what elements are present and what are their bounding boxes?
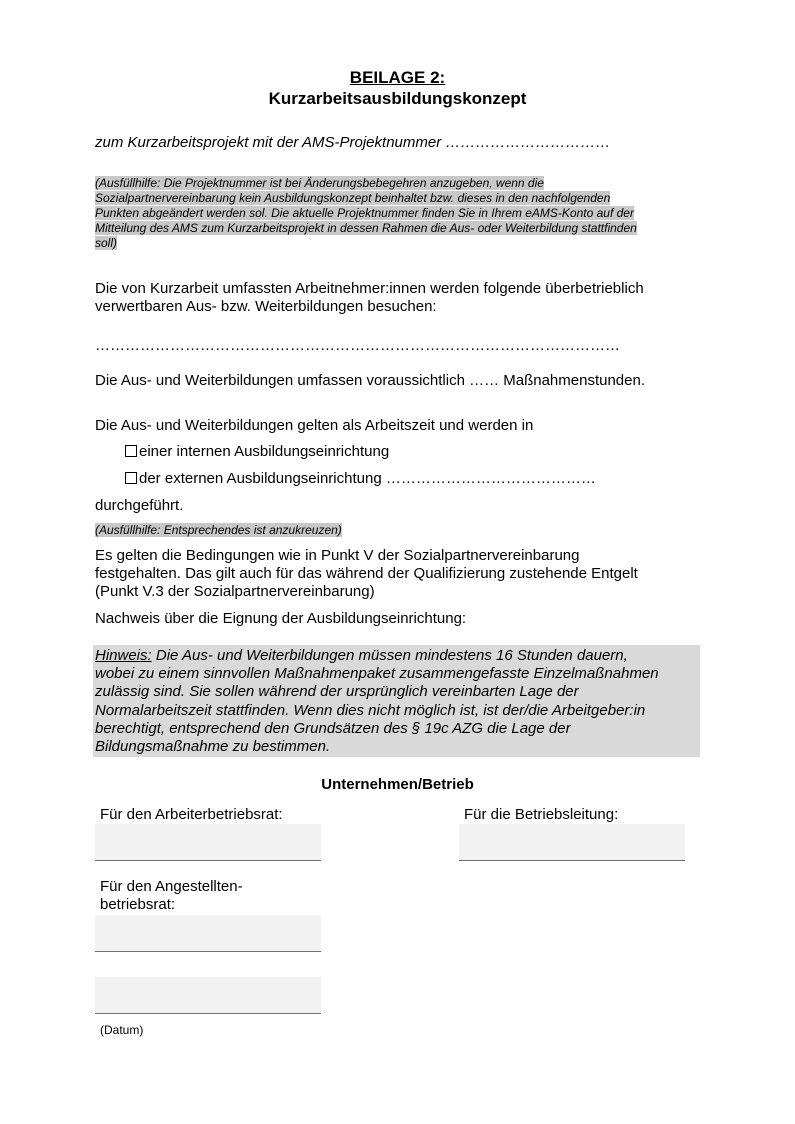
option-internal-label: einer internen Ausbildungseinrichtung: [139, 443, 390, 460]
signature-field-betriebsleitung[interactable]: [459, 824, 685, 861]
hours-line: Die Aus- und Weiterbildungen umfassen voraussichtlich …… Maßnahmenstunden.: [95, 372, 646, 389]
note-text: (Ausfüllhilfe: Entsprechendes ist anzukreuzen): [95, 523, 342, 537]
label-line: Für den Angestellten-: [100, 878, 243, 895]
label-angestelltenbetriebsrat: [100, 878, 300, 914]
hint-line: zulässig sind. Sie sollen während der ursprünglich vereinbarten Lage der: [95, 683, 579, 701]
project-number-line: zum Kurzarbeitsprojekt mit der AMS-Projektnummer ……………………………: [95, 134, 611, 151]
conducted-line: durchgeführt.: [95, 497, 184, 514]
note-line: Sozialpartnervereinbarung kein Ausbildungskonzept beinhaltet bzw. dieses in den nachfolgenden: [95, 191, 611, 205]
fill-help-note-projectnumber: [95, 176, 705, 251]
title-line-1: BEILAGE 2:: [349, 68, 446, 87]
signature-field-angestelltenbetriebsrat[interactable]: [95, 915, 321, 952]
hint-line: Bildungsmaßnahme zu bestimmen.: [95, 738, 331, 756]
option-external-label: der externen Ausbildungseinrichtung ……………………………………: [139, 470, 596, 487]
checkbox-external[interactable]: [125, 472, 137, 484]
intro-line: verwertbaren Aus- bzw. Weiterbildungen besuchen:: [95, 298, 437, 315]
hint-line: wobei zu einem sinnvollen Maßnahmenpaket zusammengefasste Einzelmaßnahmen: [95, 665, 659, 683]
label-betriebsleitung: Für die Betriebsleitung:: [464, 806, 619, 823]
note-line: Mitteilung des AMS zum Kurzarbeitsprojekt in dessen Rahmen die Aus- oder Weiterbildung stattfinden: [95, 221, 637, 235]
option-internal[interactable]: [125, 443, 389, 461]
note-line: (Ausfüllhilfe: Die Projektnummer ist bei Änderungsbebegehren anzugeben, wenn die: [95, 176, 544, 190]
hint-line: Normalarbeitszeit stattfinden. Wenn dies nicht möglich ist, ist der/die Arbeitgeber:in: [95, 701, 646, 719]
conditions-paragraph: [95, 547, 735, 601]
note-line: soll): [95, 236, 118, 250]
hint-label: Hinweis:: [95, 647, 152, 664]
conditions-line: festgehalten. Das gilt auch für das während der Qualifizierung zustehende Entgelt: [95, 565, 638, 582]
worktime-line: Die Aus- und Weiterbildungen gelten als Arbeitszeit und werden in: [95, 417, 534, 434]
hint-line: berechtigt, entsprechend den Grundsätzen des § 19c AZG die Lage der: [95, 719, 571, 737]
intro-line: Die von Kurzarbeit umfassten Arbeitnehmer:innen werden folgende überbetrieblich: [95, 280, 644, 297]
title-line-2: Kurzarbeitsausbildungskonzept: [268, 89, 527, 108]
date-label: (Datum): [100, 1023, 144, 1037]
option-external[interactable]: [125, 470, 596, 488]
hint-line: Die Aus- und Weiterbildungen müssen mindestens 16 Stunden dauern,: [151, 647, 628, 664]
label-arbeiterbetriebsrat: Für den Arbeiterbetriebsrat:: [100, 806, 283, 823]
date-field[interactable]: [95, 977, 321, 1014]
intro-paragraph: [95, 280, 735, 316]
note-line: Punkten abgeändert werden sol. Die aktuelle Projektnummer finden Sie in Ihrem eAMS-Konto auf der: [95, 206, 634, 220]
proof-line: Nachweis über die Eignung der Ausbildungseinrichtung:: [95, 610, 467, 627]
label-line: betriebsrat:: [100, 896, 176, 913]
conditions-line: Es gelten die Bedingungen wie in Punkt V der Sozialpartnervereinbarung: [95, 547, 580, 564]
conditions-line: (Punkt V.3 der Sozialpartnervereinbarung): [95, 583, 375, 600]
training-fill-line[interactable]: ……………………………………………………………………………………………: [95, 337, 620, 354]
signature-heading: Unternehmen/Betrieb: [321, 776, 474, 793]
checkbox-internal[interactable]: [125, 445, 137, 457]
fill-help-note-check: [95, 523, 342, 538]
hint-text: [95, 647, 705, 756]
signature-field-arbeiterbetriebsrat[interactable]: [95, 824, 321, 861]
